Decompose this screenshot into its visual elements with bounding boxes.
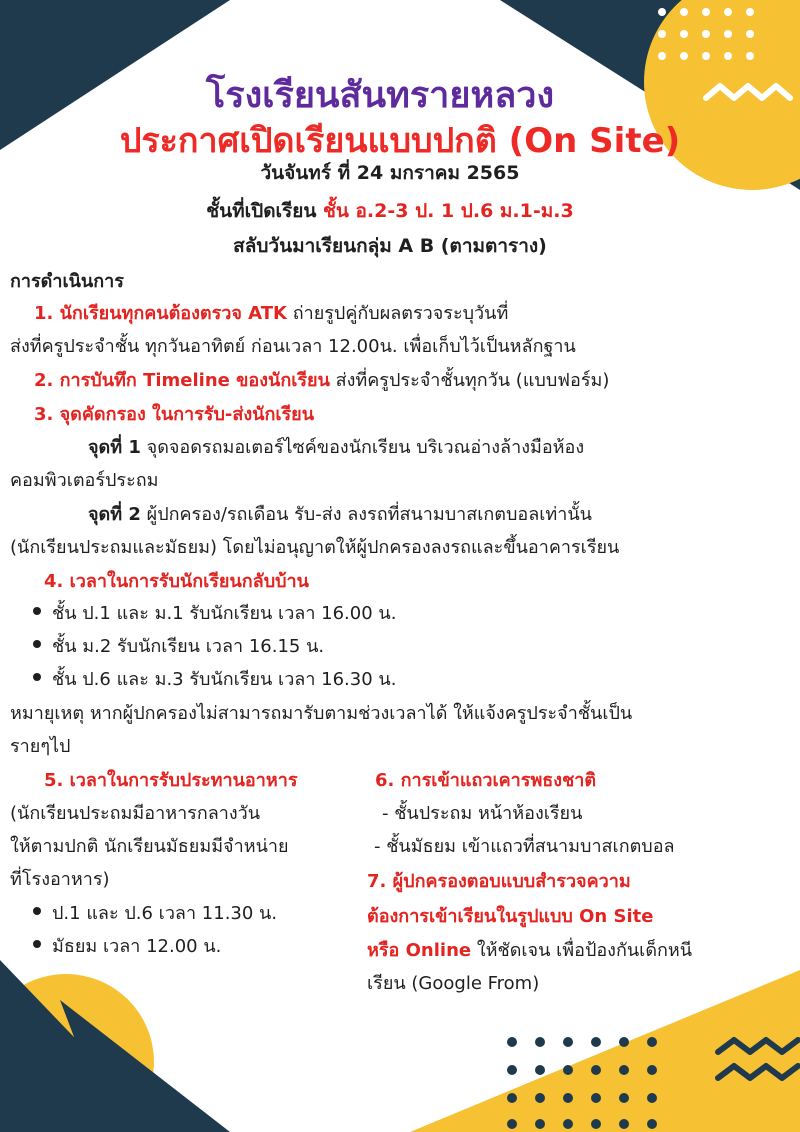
- alternate-days: สลับวันมาเรียนกลุ่ม A B (ตามตาราง): [233, 235, 547, 257]
- meal-note-line: ให้ตามปกติ นักเรียนมัธยมมีจำหน่าย: [10, 836, 289, 857]
- point-2-text: ผู้ปกครอง/รถเดือน รับ-ส่ง ลงรถที่สนามบาสเกตบอลเท่านั้น: [146, 504, 592, 525]
- note-line-2: รายๆไป: [10, 736, 71, 757]
- section-2-title: 2. การบันทึก Timeline ของนักเรียน: [34, 370, 330, 391]
- pickup-time-item: ชั้น ม.2 รับนักเรียน เวลา 16.15 น.: [52, 636, 325, 657]
- flag-line-item: - ชั้นมัธยม เข้าแถวที่สนามบาสเกตบอล: [374, 836, 675, 857]
- point-1-text: จุดจอดรถมอเตอร์ไซค์ของนักเรียน บริเวณอ่างล้างมือห้อง: [146, 437, 585, 458]
- pickup-time-item: ชั้น ป.6 และ ม.3 รับนักเรียน เวลา 16.30 น.: [52, 669, 397, 690]
- point-1-label: จุดที่ 1: [88, 437, 141, 458]
- school-name: โรงเรียนสันทรายหลวง: [205, 75, 555, 116]
- screening-point-2: [88, 499, 592, 528]
- meal-note-line: (นักเรียนประถมมีอาหารกลางวัน: [10, 803, 261, 824]
- meal-time-item: มัธยม เวลา 12.00 น.: [52, 936, 222, 957]
- pickup-time-item: ชั้น ป.1 และ ม.1 รับนักเรียน เวลา 16.00 น.: [52, 603, 397, 624]
- point-2-label: จุดที่ 2: [88, 504, 141, 525]
- section-7-line-1: 7. ผู้ปกครองตอบแบบสำรวจความ: [367, 871, 631, 892]
- section-7-line-4: เรียน (Google From): [367, 973, 540, 994]
- bullet-icon: [33, 940, 41, 948]
- flag-line-item: - ชั้นประถม หน้าห้องเรียน: [382, 803, 583, 824]
- meal-note-line: ที่โรงอาหาร): [10, 869, 110, 890]
- screening-point-1: [88, 432, 584, 461]
- announcement-date: วันจันทร์ ที่ 24 มกราคม 2565: [260, 162, 520, 184]
- section-5-title: 5. เวลาในการรับประทานอาหาร: [44, 770, 298, 791]
- bullet-icon: [33, 607, 41, 615]
- section-7-line-3-text: ให้ชัดเจน เพื่อป้องกันเด็กหนี: [476, 940, 693, 961]
- section-7-online: หรือ Online: [367, 940, 472, 961]
- section-1: [34, 298, 508, 327]
- bullet-icon: [33, 640, 41, 648]
- section-6-title: 6. การเข้าแถวเคารพธงชาติ: [375, 770, 597, 791]
- point-1-line2: คอมพิวเตอร์ประถม: [10, 470, 159, 491]
- open-levels-value: ชั้น อ.2-3 ป. 1 ป.6 ม.1-ม.3: [323, 200, 574, 222]
- note-line-1: หมายุเหตุ หากผู้ปกครองไม่สามารถมารับตามช่วงเวลาได้ ให้แจ้งครูประจำชั้นเป็น: [10, 703, 633, 724]
- section-4-title: 4. เวลาในการรับนักเรียนกลับบ้าน: [44, 571, 309, 592]
- announcement-title: ประกาศเปิดเรียนแบบปกติ (On Site): [119, 121, 681, 161]
- section-7-line-2: ต้องการเข้าเรียนในรูปแบบ On Site: [367, 906, 654, 927]
- procedure-heading: การดำเนินการ: [10, 271, 124, 292]
- section-1-text: ถ่ายรูปคู่กับผลตรวจระบุวันที่: [292, 303, 509, 324]
- section-2: [34, 365, 609, 394]
- section-7-line-3: [367, 935, 692, 964]
- section-1-title: 1. นักเรียนทุกคนต้องตรวจ ATK: [34, 303, 287, 324]
- section-3-title: 3. จุดคัดกรอง ในการรับ-ส่งนักเรียน: [34, 404, 315, 425]
- bullet-icon: [33, 673, 41, 681]
- open-levels: [0, 196, 780, 226]
- meal-time-item: ป.1 และ ป.6 เวลา 11.30 น.: [52, 903, 278, 924]
- section-2-text: ส่งที่ครูประจำชั้นทุกวัน (แบบฟอร์ม): [335, 370, 610, 391]
- section-1-line2: ส่งที่ครูประจำชั้น ทุกวันอาทิตย์ ก่อนเวลา 12.00น. เพื่อเก็บไว้เป็นหลักฐาน: [10, 336, 576, 357]
- point-2-line2: (นักเรียนประถมและมัธยม) โดยไม่อนุญาตให้ผู้ปกครองลงรถและขึ้นอาคารเรียน: [10, 537, 620, 558]
- bullet-icon: [33, 907, 41, 915]
- open-levels-prefix: ชั้นที่เปิดเรียน: [206, 200, 317, 222]
